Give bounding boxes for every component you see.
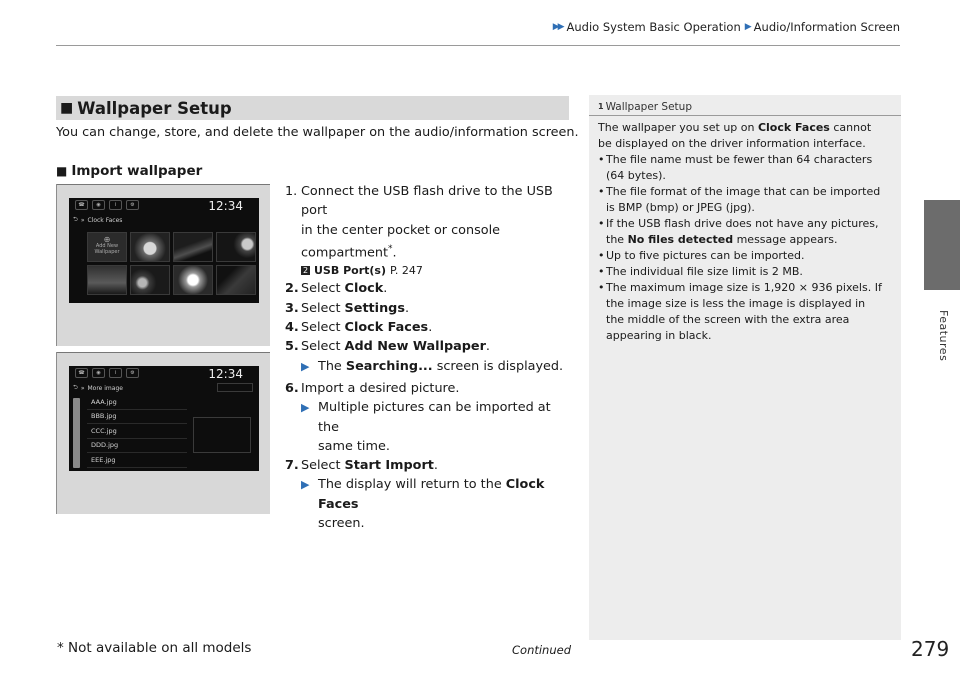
notes-ref-number: 1 [598, 102, 604, 111]
breadcrumb-part2: Audio/Information Screen [753, 20, 900, 34]
navi-button[interactable]: ◉ [92, 200, 105, 210]
navi-button[interactable]: ◉ [92, 368, 105, 378]
result-arrow-icon: ▶ [301, 478, 310, 492]
result-text [318, 398, 575, 456]
screen-crumb-label: More image [87, 384, 123, 392]
notes-bullet [598, 152, 886, 184]
section-heading [56, 96, 569, 120]
step-text [301, 299, 409, 318]
step-6-result [285, 398, 575, 456]
step-text-line: in the center pocket or console [301, 222, 501, 238]
breadcrumb [553, 20, 900, 34]
notes-bullet [598, 184, 886, 216]
footnote-star: * [388, 243, 393, 254]
notes-paragraph [598, 120, 886, 152]
continued-label: Continued [512, 643, 572, 657]
notes-bullet [598, 216, 886, 248]
steps-list [285, 182, 575, 533]
step-text-pre: Select [301, 281, 345, 297]
bullet-text-pre: If the USB flash drive does not have any pictures, the [606, 217, 879, 246]
step-number: 4. [285, 320, 299, 336]
step-number: 6. [285, 380, 299, 396]
page-number: 279 [911, 637, 950, 661]
step-4 [285, 318, 575, 337]
step-punct: . [383, 281, 388, 297]
notes-text: cannot be displayed on the driver information interface. [598, 121, 872, 150]
notes-body [598, 120, 890, 344]
image-preview [193, 417, 251, 453]
step-text-bold: Add New Wallpaper [344, 339, 486, 355]
wallpaper-thumb[interactable] [87, 265, 127, 295]
bullet-text: The file format of the image that can be imported is BMP (bmp) or JPEG (jpg). [606, 185, 881, 214]
result-text-bold: Clock Faces [318, 477, 545, 512]
arrow-icon: ▶ [744, 22, 750, 32]
bullet-text-bold: No files detected [627, 233, 734, 246]
back-icon[interactable]: ⮌ [73, 216, 78, 223]
panel-rule [57, 184, 270, 185]
bullet-icon: • [598, 265, 605, 278]
bullet-icon: • [598, 281, 605, 294]
back-icon[interactable]: ⮌ [73, 384, 78, 391]
cross-reference[interactable] [285, 262, 575, 279]
wallpaper-thumb[interactable] [130, 265, 170, 295]
screenshot-panel-clock-faces [56, 184, 270, 346]
phone-button[interactable]: ☎ [75, 368, 88, 378]
file-list [87, 395, 187, 468]
step-text-pre: Select [301, 300, 345, 316]
notes-divider [589, 115, 901, 116]
reference-label: USB Port(s) [314, 264, 386, 278]
notes-title-text: Wallpaper Setup [605, 100, 692, 113]
step-1 [285, 182, 575, 262]
step-5 [285, 337, 575, 356]
file-item[interactable]: DDD.jpg [87, 439, 187, 454]
file-item[interactable]: EEE.jpg [87, 453, 187, 468]
result-text-pre: The [318, 358, 346, 374]
bullet-text-post: message appears. [733, 233, 838, 246]
wallpaper-thumb[interactable] [173, 232, 213, 262]
info-button[interactable]: i [109, 200, 122, 210]
step-text [301, 182, 575, 262]
screenshot-panel-more-image [56, 352, 270, 514]
step-7 [285, 456, 575, 475]
step-text-pre: Select [301, 339, 345, 355]
wallpaper-grid [87, 232, 256, 295]
wallpaper-thumb[interactable] [216, 265, 256, 295]
side-tab-marker [924, 200, 960, 290]
file-item[interactable]: CCC.jpg [87, 424, 187, 439]
info-button[interactable]: i [109, 368, 122, 378]
step-7-result [285, 475, 575, 533]
screen-more-image [69, 366, 259, 471]
header-divider [56, 45, 900, 46]
scrollbar[interactable] [73, 398, 80, 468]
chevron-icon: » [80, 216, 85, 224]
result-text-pre: The display will return to the [318, 477, 506, 493]
step-number: 5. [285, 339, 299, 355]
step-text-bold: Settings [344, 300, 405, 316]
screen-clock: 12:34 [208, 367, 243, 381]
step-text-pre: Select [301, 320, 345, 336]
start-import-button[interactable] [217, 383, 253, 392]
bullet-text: The maximum image size is 1,920 × 936 pixels. If the image size is less the image is displayed in the middle of the screen with the extra area appearing in black. [606, 281, 882, 342]
screen-clock-faces [69, 198, 259, 303]
step-number: 3. [285, 300, 299, 316]
step-punct: . [433, 458, 438, 474]
step-3 [285, 299, 575, 318]
result-arrow-icon: ▶ [301, 359, 310, 373]
notes-bullet [598, 248, 886, 264]
subsection-heading [56, 163, 202, 179]
notes-text: The wallpaper you set up on [598, 121, 758, 134]
step-text [301, 318, 432, 337]
step-text [301, 456, 438, 475]
step-text-line: compartment [301, 245, 389, 261]
panel-rule [57, 352, 270, 353]
bullet-text: Up to five pictures can be imported. [606, 249, 805, 262]
step-text-pre: Select [301, 458, 345, 474]
screen-breadcrumb [73, 215, 255, 225]
step-number: 2. [285, 281, 299, 297]
double-arrow-icon: ▶▶ [552, 22, 563, 32]
file-item[interactable]: BBB.jpg [87, 410, 187, 425]
bullet-icon: • [598, 153, 605, 166]
bullet-text: The individual file size limit is 2 MB. [606, 265, 803, 278]
screen-clock: 12:34 [208, 199, 243, 213]
result-text-line: Multiple pictures can be imported at the [318, 400, 551, 435]
step-text-bold: Start Import [344, 458, 434, 474]
bullet-icon: • [598, 249, 605, 262]
step-6 [285, 379, 575, 398]
step-punct: . [404, 300, 410, 316]
step-text: Import a desired picture. [301, 380, 460, 396]
result-arrow-icon: ▶ [301, 401, 310, 415]
reference-icon: 2 [302, 266, 309, 276]
reference-page: P. 247 [389, 264, 423, 278]
notes-panel [589, 95, 901, 640]
file-item[interactable]: AAA.jpg [87, 395, 187, 410]
chevron-icon: » [80, 384, 85, 392]
result-text [318, 357, 563, 376]
wallpaper-thumb[interactable] [173, 265, 213, 295]
subsection-title: Import wallpaper [71, 163, 203, 179]
footnote: * Not available on all models [57, 640, 252, 656]
intro-text: You can change, store, and delete the wallpaper on the audio/information screen. [56, 125, 579, 140]
settings-button[interactable]: ⚙ [126, 368, 139, 378]
result-text [318, 475, 575, 533]
step-5-result [285, 357, 575, 376]
step-text-line: Connect the USB flash drive to the USB port [301, 184, 553, 219]
bullet-text [606, 216, 886, 248]
bullet-icon: • [598, 217, 605, 230]
square-bullet-icon: ■ [60, 100, 74, 116]
breadcrumb-part1: Audio System Basic Operation [566, 20, 741, 34]
step-text-bold: Clock Faces [344, 320, 429, 336]
notes-bullet [598, 264, 886, 280]
step-punct: . [485, 339, 490, 355]
step-text [301, 337, 490, 356]
result-text-post: screen is displayed. [432, 358, 564, 374]
result-text-post: screen. [318, 516, 365, 532]
step-number: 7. [285, 458, 299, 474]
section-title: Wallpaper Setup [77, 98, 232, 118]
screen-crumb-label: Clock Faces [87, 216, 123, 224]
notes-text-bold: Clock Faces [757, 121, 830, 134]
result-text-bold: Searching... [345, 358, 433, 374]
phone-button[interactable]: ☎ [75, 200, 88, 210]
notes-bullet [598, 280, 886, 344]
side-tab-label: Features [937, 310, 950, 362]
bullet-icon: • [598, 185, 605, 198]
wallpaper-thumb[interactable] [130, 232, 170, 262]
step-text-bold: Clock [344, 281, 384, 297]
plus-icon: ⊕ [103, 235, 111, 244]
step-text [301, 279, 387, 298]
bullet-text: The file name must be fewer than 64 characters (64 bytes). [606, 153, 873, 182]
notes-title [598, 95, 890, 115]
step-number: 1. [285, 184, 298, 199]
step-punct: . [392, 245, 397, 261]
settings-button[interactable]: ⚙ [126, 200, 139, 210]
wallpaper-thumb[interactable] [216, 232, 256, 262]
add-wallpaper-label: Add New Wallpaper [94, 243, 120, 255]
step-punct: . [428, 320, 433, 336]
square-bullet-icon: ■ [56, 164, 68, 178]
result-text-line: same time. [318, 438, 390, 454]
step-2 [285, 279, 575, 298]
add-wallpaper-tile[interactable] [87, 232, 127, 262]
